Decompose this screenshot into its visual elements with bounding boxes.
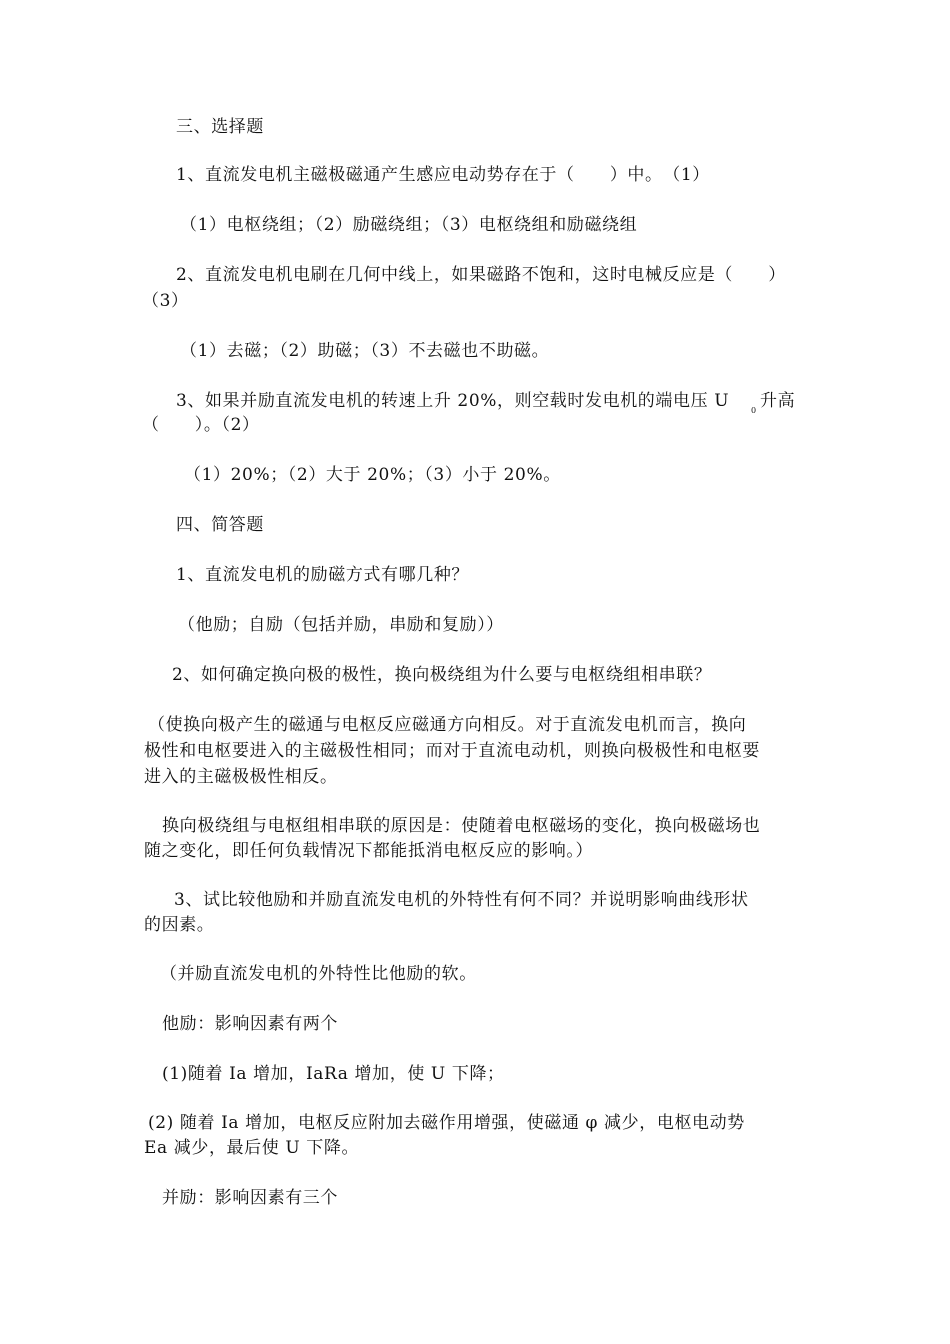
section3-heading: 三、选择题 xyxy=(176,117,264,137)
short-answer-2-p1-l2: 极性和电枢要进入的主磁极性相同；而对于直流电动机，则换向极极性和电枢要 xyxy=(144,741,760,761)
question-2-options: （1）去磁；（2）助磁；（3）不去磁也不助磁。 xyxy=(180,341,550,361)
short-answer-1: （他励；自励（包括并励，串励和复励）） xyxy=(178,615,504,635)
question-3-subscript: 0 xyxy=(751,406,757,415)
short-answer-3-intro: （并励直流发电机的外特性比他励的软。 xyxy=(160,964,477,984)
short-question-3-l2: 的因素。 xyxy=(144,915,215,935)
question-3-line-2: （ ）。（2） xyxy=(142,415,260,435)
short-question-2: 2、如何确定换向极的极性，换向极绕组为什么要与电枢绕组相串联？ xyxy=(172,665,712,685)
separate-excitation-factor-2-l2: Ea 减少，最后使 U 下降。 xyxy=(144,1138,360,1158)
question-2-line-1: 2、直流发电机电刷在几何中线上，如果磁路不饱和，这时电械反应是（ ） xyxy=(176,265,786,285)
section4-heading: 四、简答题 xyxy=(176,515,264,535)
separate-excitation-heading: 他励：影响因素有两个 xyxy=(162,1014,338,1034)
short-question-3-l1: 3、试比较他励和并励直流发电机的外特性有何不同？并说明影响曲线形状 xyxy=(174,890,749,910)
question-3-options: （1）20%；（2）大于 20%；（3）小于 20%。 xyxy=(184,465,561,485)
question-1-options: （1）电枢绕组；（2）励磁绕组；（3）电枢绕组和励磁绕组 xyxy=(180,215,638,235)
short-question-1: 1、直流发电机的励磁方式有哪几种？ xyxy=(176,565,470,585)
short-answer-2-p1-l3: 进入的主磁极极性相反。 xyxy=(144,767,338,787)
separate-excitation-factor-1: (1)随着 Ia 增加，IaRa 增加，使 U 下降； xyxy=(162,1064,505,1084)
shunt-excitation-heading: 并励：影响因素有三个 xyxy=(162,1188,338,1208)
question-1: 1、直流发电机主磁极磁通产生感应电动势存在于（ ）中。 （1） xyxy=(176,165,710,185)
question-3-line-1: 3、如果并励直流发电机的转速上升 20%，则空载时发电机的端电压 U xyxy=(176,391,730,411)
separate-excitation-factor-2-l1: (2) 随着 Ia 增加，电枢反应附加去磁作用增强，使磁通 φ 减少，电枢电动势 xyxy=(148,1113,745,1133)
question-3-line-1-end: 升高 xyxy=(760,391,796,411)
short-answer-2-p2-l1: 换向极绕组与电枢组相串联的原因是：使随着电枢磁场的变化，换向极磁场也 xyxy=(162,816,761,836)
short-answer-2-p2-l2: 随之变化，即任何负载情况下都能抵消电枢反应的影响。） xyxy=(144,841,594,861)
question-2-line-2: （3） xyxy=(142,291,189,311)
short-answer-2-p1-l1: （使换向极产生的磁通与电枢反应磁通方向相反。对于直流发电机而言，换向 xyxy=(148,715,747,735)
